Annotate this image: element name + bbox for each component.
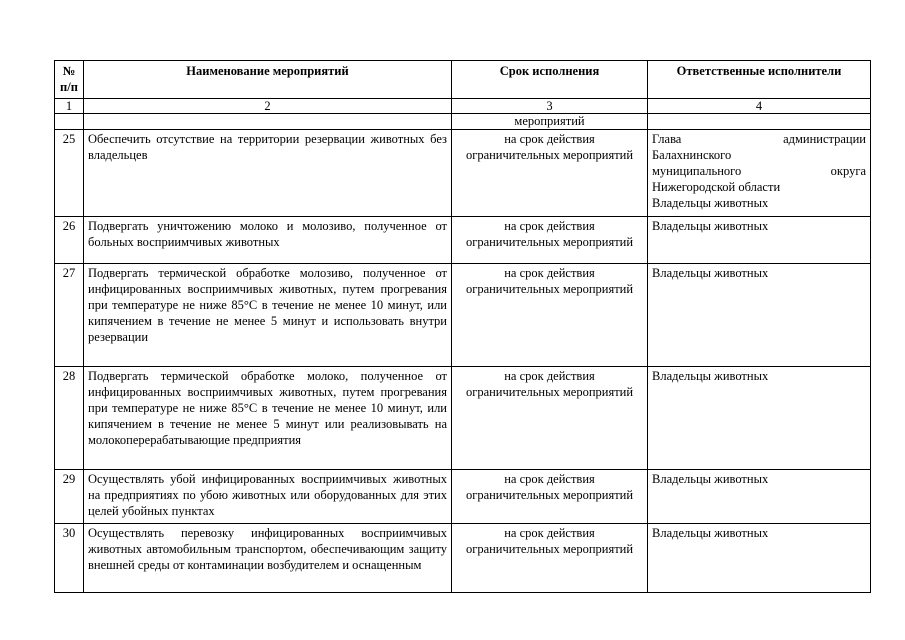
measure-term: на срок действия ограничительных мероприятий — [452, 367, 648, 470]
index-cell: 4 — [648, 99, 871, 114]
responsible-line: Глава администрации — [652, 132, 866, 146]
measure-term: на срок действия ограничительных мероприятий — [452, 217, 648, 264]
index-cell: 1 — [55, 99, 84, 114]
measure-responsible — [648, 217, 871, 264]
measure-name: Подвергать термической обработке молоко, полученное от инфицированных восприимчивых животных, путем прогревания при температуре не ниже 85°С в течение не менее 10 минут, или кипячением в течение не менее 5 минут или реализовывать на молокоперерабатывающие предприятия — [84, 367, 452, 470]
measure-name: Осуществлять убой инфицированных восприимчивых животных на предприятиях по убою животных или оборудованных для этих целей убойных пунктах — [84, 470, 452, 524]
responsible-line: Балахнинского — [652, 148, 732, 162]
measure-name: Подвергать уничтожению молоко и молозиво, полученное от больных восприимчивых животных — [84, 217, 452, 264]
measures-table — [54, 60, 871, 593]
continuation-name-cell — [84, 114, 452, 130]
row-number: 30 — [55, 524, 84, 593]
measure-term: на срок действия ограничительных мероприятий — [452, 130, 648, 217]
measure-responsible — [648, 524, 871, 593]
continuation-row — [55, 114, 871, 130]
responsible-line: муниципального округа — [652, 164, 866, 178]
responsible-line: Владельцы животных — [652, 196, 769, 210]
table-row — [55, 367, 871, 470]
index-cell: 2 — [84, 99, 452, 114]
measure-name: Осуществлять перевозку инфицированных восприимчивых животных автомобильным транспортом, обеспечивающим защиту внешней среды от контаминации возбудителем и оснащенным — [84, 524, 452, 593]
row-number: 27 — [55, 264, 84, 367]
measure-term: на срок действия ограничительных мероприятий — [452, 524, 648, 593]
row-number: 29 — [55, 470, 84, 524]
measure-responsible — [648, 264, 871, 367]
table-row — [55, 217, 871, 264]
measure-responsible — [648, 470, 871, 524]
responsible-line: Владельцы животных — [652, 369, 769, 383]
table-row — [55, 524, 871, 593]
measure-name: Подвергать термической обработке молозиво, полученное от инфицированных восприимчивых животных, путем прогревания при температуре не ниже 85°С в течение не менее 10 минут, или кипячением в течение не менее 5 минут и использовать внутри резервации — [84, 264, 452, 367]
table-header-row — [55, 61, 871, 99]
measure-term: на срок действия ограничительных мероприятий — [452, 264, 648, 367]
responsible-line: Владельцы животных — [652, 266, 769, 280]
header-num: № п/п — [55, 61, 84, 99]
responsible-line: Нижегородской области — [652, 180, 781, 194]
responsible-line: Владельцы животных — [652, 472, 769, 486]
measure-responsible — [648, 130, 871, 217]
measure-name: Обеспечить отсутствие на территории резервации животных без владельцев — [84, 130, 452, 217]
row-number: 28 — [55, 367, 84, 470]
responsible-line: Владельцы животных — [652, 526, 769, 540]
header-term: Срок исполнения — [452, 61, 648, 99]
table-row — [55, 264, 871, 367]
column-index-row — [55, 99, 871, 114]
responsible-line: Владельцы животных — [652, 219, 769, 233]
index-cell: 3 — [452, 99, 648, 114]
row-number: 25 — [55, 130, 84, 217]
table-row — [55, 470, 871, 524]
measure-responsible — [648, 367, 871, 470]
measure-term: на срок действия ограничительных мероприятий — [452, 470, 648, 524]
table-row — [55, 130, 871, 217]
continuation-term-cell: мероприятий — [452, 114, 648, 130]
continuation-num-cell — [55, 114, 84, 130]
row-number: 26 — [55, 217, 84, 264]
header-name: Наименование мероприятий — [84, 61, 452, 99]
header-resp: Ответственные исполнители — [648, 61, 871, 99]
continuation-resp-cell — [648, 114, 871, 130]
